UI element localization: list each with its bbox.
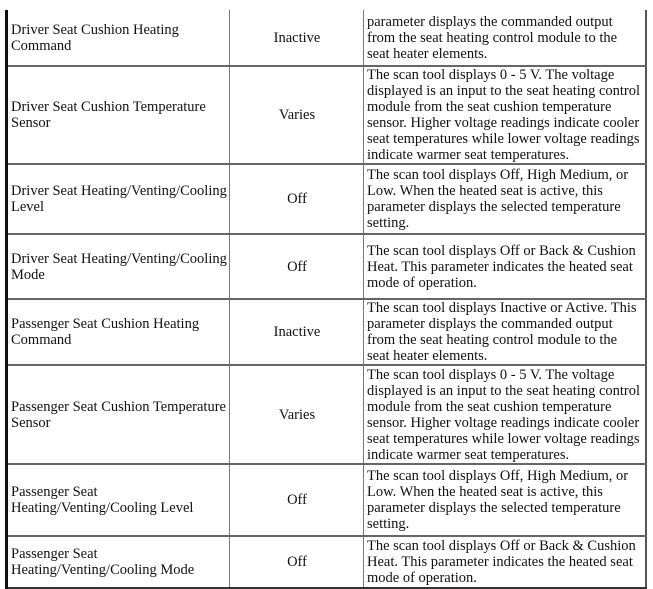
- parameter-table-container: [5, 10, 647, 589]
- description-cell: The scan tool displays Off, High Medium, or Low. When the heated seat is active, this parameter displays the selected temperature setting.: [364, 164, 647, 234]
- parameter-name-cell: Driver Seat Heating/Venting/Cooling Mode: [7, 234, 230, 299]
- parameter-name-cell: Passenger Seat Cushion Temperature Sensor: [7, 365, 230, 464]
- typical-value-cell: Off: [230, 536, 364, 588]
- parameter-name-cell: Passenger Seat Heating/Venting/Cooling Mode: [7, 536, 230, 588]
- typical-value-cell: Varies: [230, 365, 364, 464]
- table-row: [7, 66, 647, 164]
- typical-value-cell: Inactive: [230, 10, 364, 66]
- parameter-name-cell: Passenger Seat Cushion Heating Command: [7, 299, 230, 365]
- description-cell: The scan tool displays 0 - 5 V. The voltage displayed is an input to the seat heating control module from the seat cushion temperature sensor. Higher voltage readings indicate cooler seat temperatures while lower voltage readings indicate warmer seat temperatures.: [364, 365, 647, 464]
- table-row: [7, 299, 647, 365]
- parameter-name-cell: Driver Seat Cushion Heating Command: [7, 10, 230, 66]
- typical-value-cell: Inactive: [230, 299, 364, 365]
- description-cell: The scan tool displays Inactive or Active. This parameter displays the commanded output from the seat heating control module to the seat heater elements.: [364, 299, 647, 365]
- table-row: [7, 365, 647, 464]
- table-row: [7, 536, 647, 588]
- parameter-name-cell: Driver Seat Cushion Temperature Sensor: [7, 66, 230, 164]
- typical-value-cell: Varies: [230, 66, 364, 164]
- description-cell: The scan tool displays Off or Back & Cushion Heat. This parameter indicates the heated seat mode of operation.: [364, 536, 647, 588]
- parameter-name-cell: Driver Seat Heating/Venting/Cooling Level: [7, 164, 230, 234]
- description-cell: parameter displays the commanded output from the seat heating control module to the seat heater elements.: [364, 10, 647, 66]
- parameter-name-cell: Passenger Seat Heating/Venting/Cooling Level: [7, 464, 230, 536]
- description-cell: The scan tool displays 0 - 5 V. The voltage displayed is an input to the seat heating control module from the seat cushion temperature sensor. Higher voltage readings indicate cooler seat temperatures while lower voltage readings indicate warmer seat temperatures.: [364, 66, 647, 164]
- table-row: [7, 234, 647, 299]
- table-row: [7, 10, 647, 66]
- typical-value-cell: Off: [230, 464, 364, 536]
- table-row: [7, 164, 647, 234]
- typical-value-cell: Off: [230, 234, 364, 299]
- description-cell: The scan tool displays Off, High Medium, or Low. When the heated seat is active, this parameter displays the selected temperature setting.: [364, 464, 647, 536]
- description-cell: The scan tool displays Off or Back & Cushion Heat. This parameter indicates the heated seat mode of operation.: [364, 234, 647, 299]
- table-row: [7, 464, 647, 536]
- typical-value-cell: Off: [230, 164, 364, 234]
- parameter-table: [5, 10, 647, 589]
